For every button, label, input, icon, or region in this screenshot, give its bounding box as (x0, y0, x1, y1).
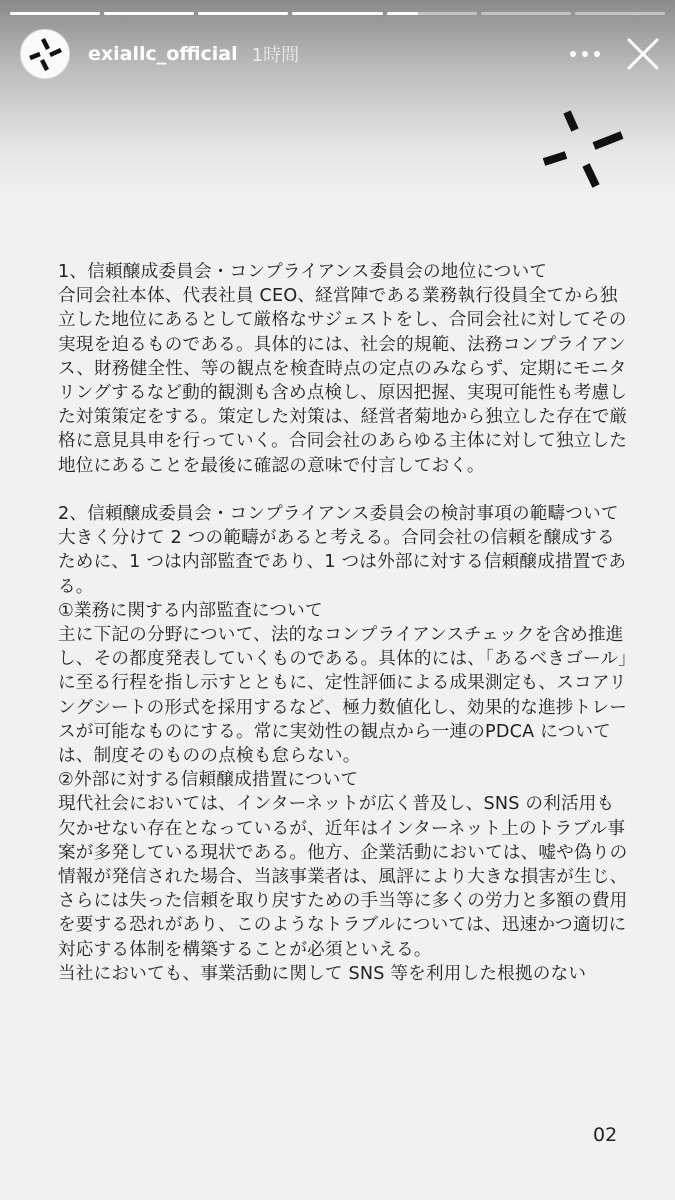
progress-segment (10, 12, 100, 15)
more-horizontal-icon[interactable] (567, 36, 603, 72)
paragraph-spacer (58, 478, 628, 502)
exia-logo-icon (540, 108, 626, 190)
progress-segment-fill (10, 12, 100, 15)
section2-sub2-last-line: 当社においても、事業活動に関して SNS 等を利用した根拠のない (58, 963, 587, 984)
progress-segment-fill (387, 12, 419, 15)
document-text (58, 260, 628, 986)
progress-segment-fill (104, 12, 194, 15)
section2-sub1-title: ①業務に関する内部監査について (58, 600, 323, 621)
progress-segment (575, 12, 665, 15)
progress-segment (198, 12, 288, 15)
progress-segment (387, 12, 477, 15)
story-username[interactable]: exiallc_official (88, 43, 238, 65)
story-progress-bar (10, 12, 665, 16)
progress-segment (104, 12, 194, 15)
section1-heading: 1、信頼醸成委員会・コンプライアンス委員会の地位について (58, 262, 548, 282)
page-number: 02 (593, 1124, 618, 1146)
progress-segment (292, 12, 382, 15)
section2-heading: 2、信頼醸成委員会・コンプライアンス委員会の検討事項の範疇ついて (58, 504, 619, 525)
story-header (20, 28, 661, 80)
profile-avatar[interactable] (20, 29, 70, 79)
section2-sub2-title: ②外部に対する信頼醸成措置について (58, 770, 359, 791)
progress-segment (481, 12, 571, 15)
close-icon[interactable] (625, 36, 661, 72)
section1-body: 合同会社本体、代表社員 CEO、経営陣である業務執行役員全てから独立した地位にあるとして厳格なサジェストをし、合同会社に対してその実現を迫るものである。具体的には、社会的規範、法務コンプライアンス、財務健全性、等の観点を検査時点の定点のみならず、定期にモニタリングするなど動的観測も含め点検し、原因把握、実現可能性も考慮した対策策定をする。策定した対策は、経営者菊地から独立した存在で厳格に意見具申を行っていく。合同会社のあらゆる主体に対して独立した地位にあることを最後に確認の意味で付言しておく。 (58, 286, 628, 476)
section2-sub2-body: 現代社会においては、インターネットが広く普及し、SNS の利活用も欠かせない存在となっているが、近年はインターネット上のトラブル事案が多発している現状である。他方、企業活動においては、嘘や偽りの情報が発信された場合、当該事業者は、風評により大きな損害が生じ、さらには失った信頼を取り戻すための手当等に多くの労力と多額の費用を要する恐れがあり、このようなトラブルについては、迅速かつ適切に対応する体制を構築することが必須といえる。 (58, 794, 628, 960)
section2-intro: 大きく分けて 2 つの範疇があると考える。合同会社の信頼を醸成するために、1 つは内部監査であり、1 つは外部に対する信頼醸成措置である。 (58, 528, 627, 597)
avatar-logo-icon (21, 30, 69, 78)
progress-segment-fill (292, 12, 382, 15)
progress-segment-fill (198, 12, 288, 15)
section2-sub1-body: 主に下記の分野について、法的なコンプライアンスチェックを含め推進し、その都度発表していくものである。具体的には、「あるべきゴール」に至る行程を指し示すとともに、定性評価による成果測定も、スコアリングシートの形式を採用するなど、極力数値化し、効果的な進捗トレースが可能なものにする。常に実効性の観点から一連のPDCA については、制度そのものの点検も怠らない。 (58, 625, 628, 767)
story-timestamp: 1時間 (251, 45, 300, 66)
